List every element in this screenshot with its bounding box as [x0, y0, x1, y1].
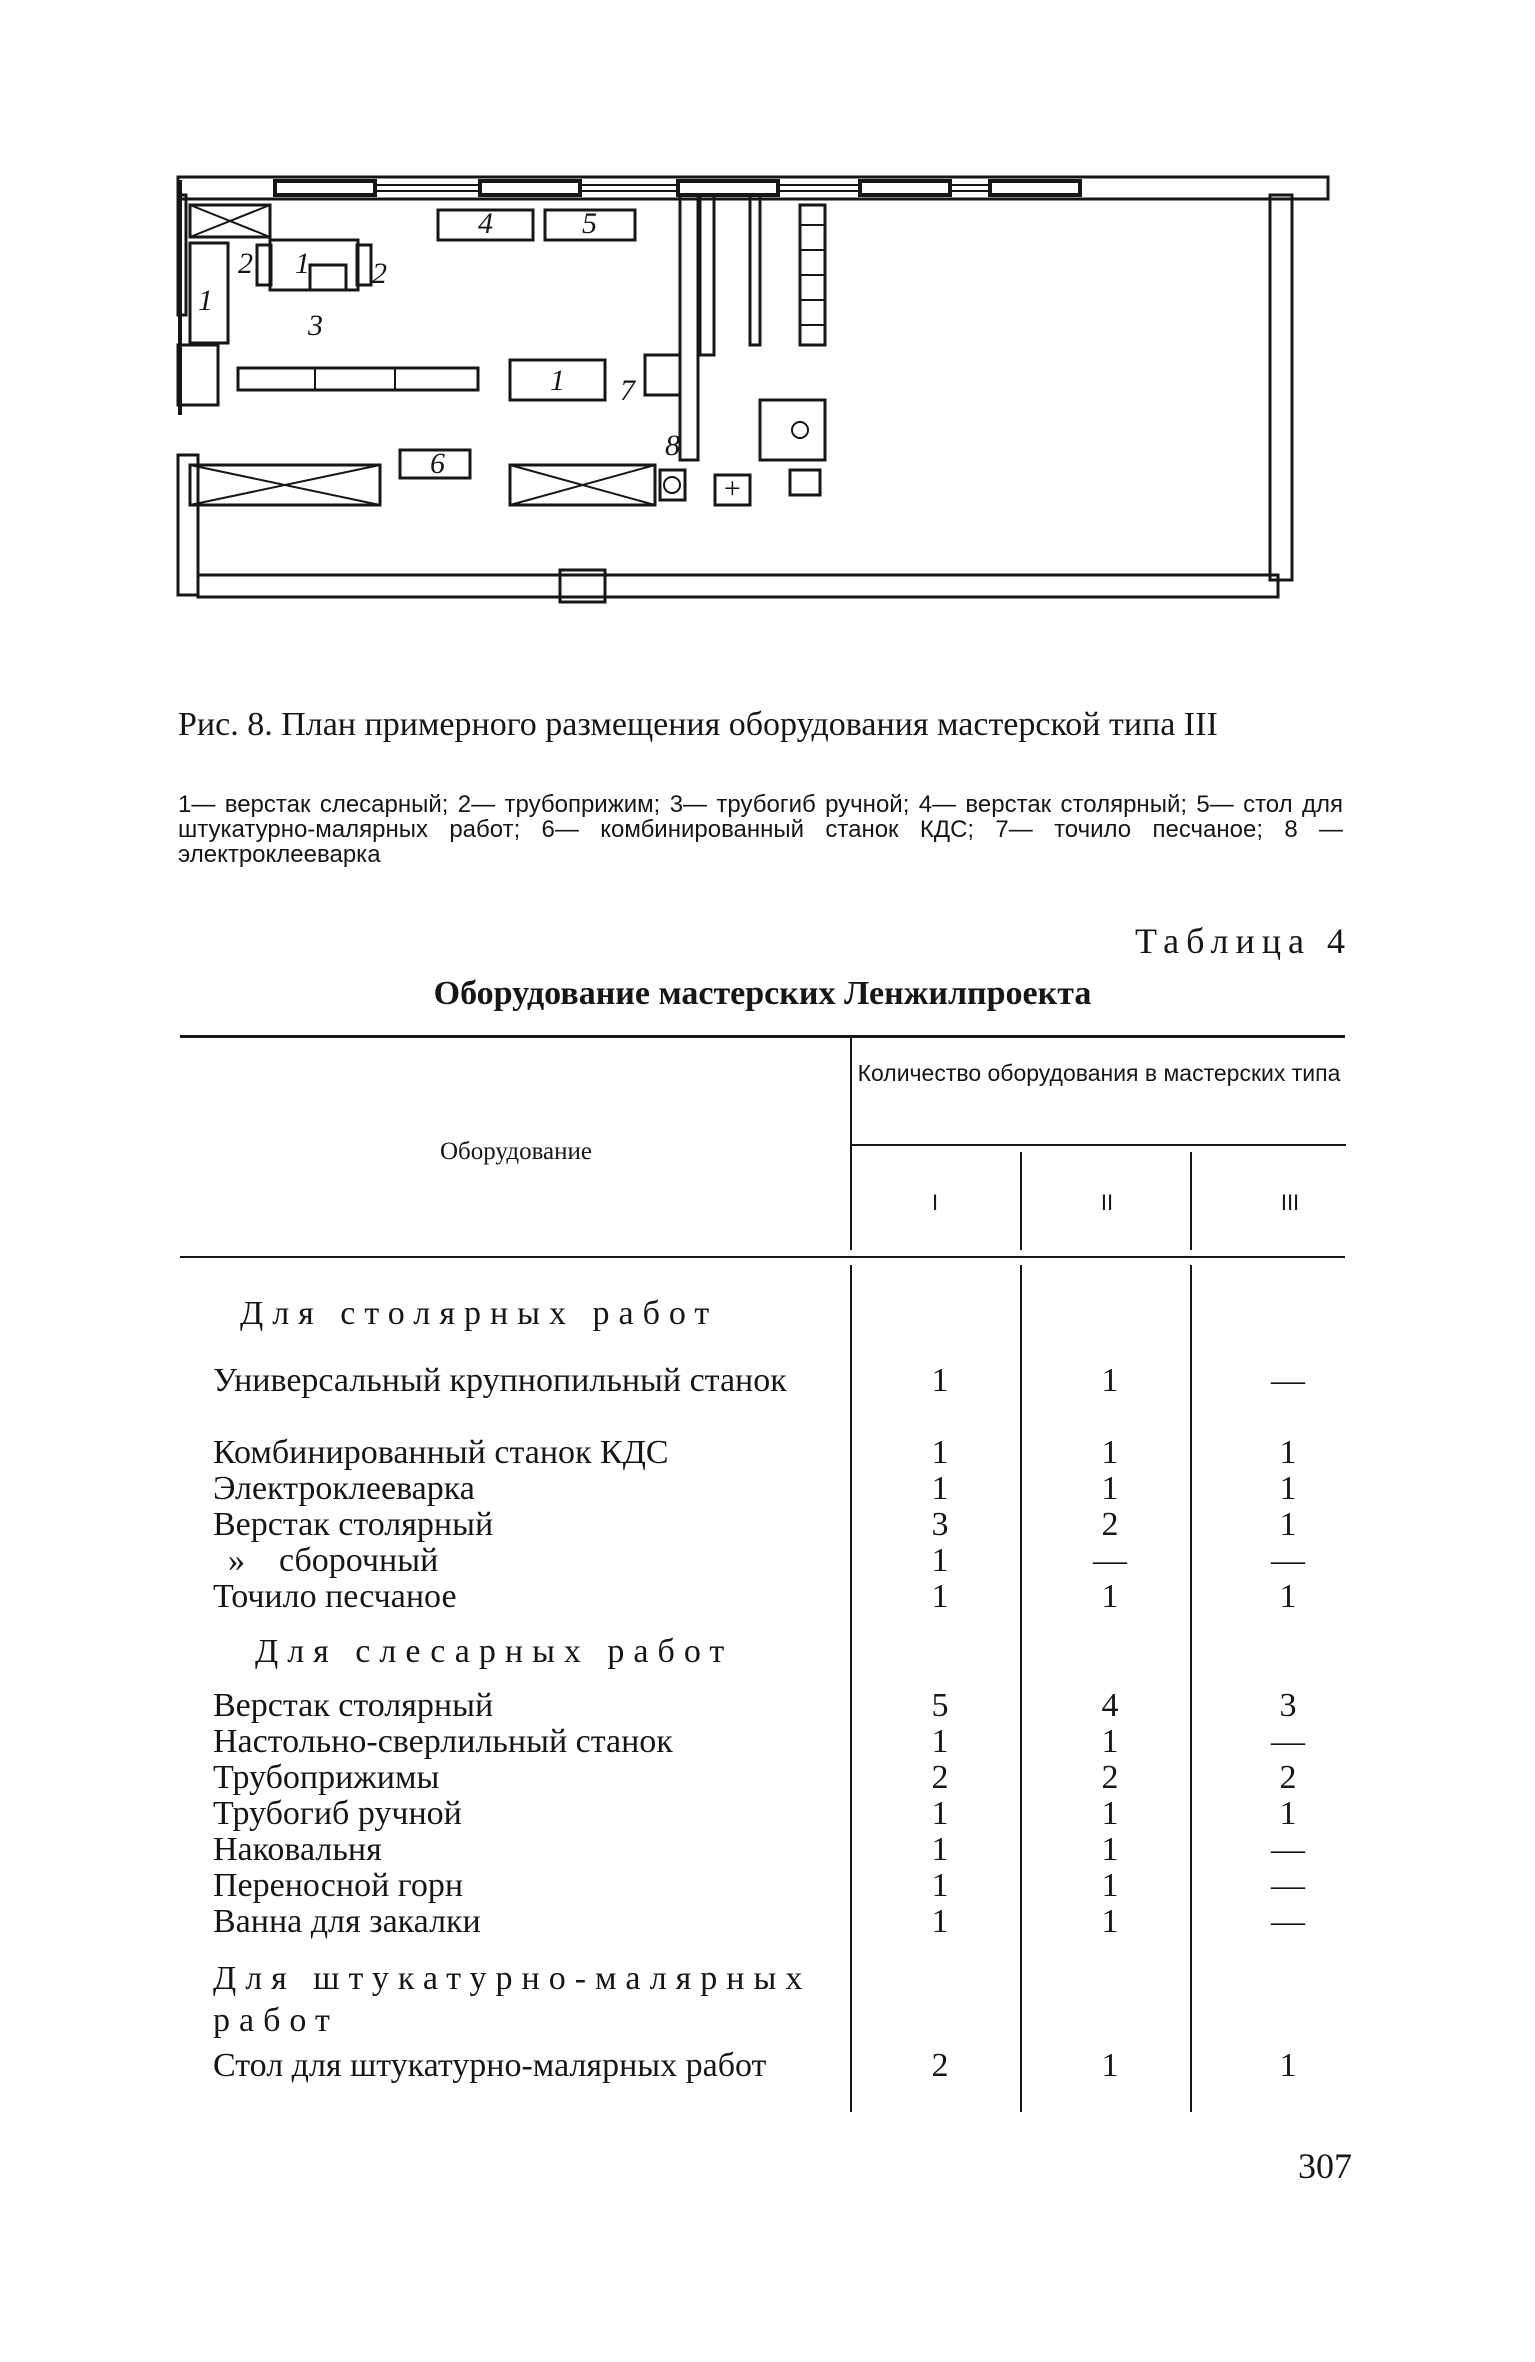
header-type-3: III [1280, 1190, 1300, 1215]
row-name: Наковальня [213, 1831, 382, 1868]
row-value-type-3: 1 [1279, 1795, 1297, 1832]
row-value-type-1: 2 [931, 2047, 949, 2084]
table-title: Оборудование мастерских Ленжилпроекта [433, 975, 1092, 1012]
row-value-type-2: 1 [1101, 1723, 1119, 1760]
row-name: Переносной горн [213, 1867, 464, 1904]
table-number: Таблица 4 [1135, 921, 1352, 961]
row-value-type-2: — [1093, 1542, 1127, 1579]
top-wall [178, 177, 1328, 415]
row-value-type-1: 5 [931, 1687, 949, 1724]
table-row [0, 1868, 1535, 1904]
header-equipment: Оборудование [439, 1138, 592, 1165]
header-type-1: I [931, 1190, 939, 1215]
svg-text:1: 1 [295, 247, 310, 280]
table-row [0, 1760, 1535, 1796]
sharpener-7 [645, 355, 680, 395]
row-value-type-1: 3 [931, 1506, 949, 1543]
row-value-type-3: — [1271, 1831, 1305, 1868]
row-value-type-3: 3 [1279, 1687, 1297, 1724]
table-row [0, 1435, 1535, 1471]
row-value-type-3: 1 [1279, 1578, 1297, 1615]
table-row [0, 1507, 1535, 1543]
table-row [0, 1796, 1535, 1832]
page-number: 307 [1298, 2146, 1352, 2186]
header-type-2: II [1100, 1190, 1114, 1215]
figure-caption-legend: 1— верстак слесарный; 2— трубоприжим; 3— трубогиб ручной; 4— верстак столярный; 5— стол для штукатурно-малярных работ; 6— комбинированный станок КДС; 7— точило песчаное; 8 — электроклееварка [178, 791, 1343, 868]
header-quantity: Количество оборудования в мастерских типа [857, 1060, 1341, 1086]
svg-text:7: 7 [620, 374, 635, 407]
table-row [0, 1363, 1535, 1399]
table-row [0, 1904, 1535, 1940]
table-row [0, 2048, 1535, 2084]
row-value-type-1: 1 [931, 1867, 949, 1904]
table-row [0, 1688, 1535, 1724]
table-row [0, 1543, 1535, 1579]
row-name: Электроклееварка [213, 1470, 475, 1507]
row-value-type-1: 1 [931, 1723, 949, 1760]
row-value-type-1: 1 [931, 1434, 949, 1471]
row-value-type-2: 1 [1101, 2047, 1119, 2084]
figure-caption-title: Рис. 8. План примерного размещения оборудования мастерской типа III [178, 706, 1218, 743]
row-name: » сборочный [228, 1542, 439, 1579]
row-value-type-1: 1 [931, 1542, 949, 1579]
row-value-type-3: 1 [1279, 1434, 1297, 1471]
workshop-floor-plan [160, 165, 1330, 675]
row-name: Трубогиб ручной [213, 1795, 462, 1832]
row-value-type-3: 2 [1279, 1759, 1297, 1796]
row-value-type-3: 1 [1279, 1470, 1297, 1507]
long-bench [238, 368, 478, 390]
table-row [0, 1579, 1535, 1615]
row-value-type-1: 1 [931, 1903, 949, 1940]
row-value-type-3: — [1271, 1723, 1305, 1760]
header-vline-2 [1020, 1152, 1022, 1250]
row-value-type-1: 1 [931, 1362, 949, 1399]
section-title: Для слесарных работ [255, 1633, 734, 1670]
svg-text:5: 5 [582, 207, 597, 240]
row-value-type-3: 1 [1279, 1506, 1297, 1543]
row-value-type-2: 1 [1101, 1867, 1119, 1904]
table-row [0, 1724, 1535, 1760]
row-name: Комбинированный станок КДС [213, 1434, 669, 1471]
svg-text:1: 1 [198, 284, 213, 317]
section-title: Для штукатурно-малярных работ [213, 1960, 812, 2039]
row-value-type-2: 1 [1101, 1434, 1119, 1471]
row-value-type-2: 2 [1101, 1506, 1119, 1543]
row-name: Стол для штукатурно-малярных работ [213, 2047, 767, 2084]
bottom-wall [198, 575, 1278, 597]
row-value-type-3: — [1271, 1903, 1305, 1940]
row-value-type-1: 2 [931, 1759, 949, 1796]
row-name: Верстак столярный [213, 1506, 494, 1543]
row-value-type-3: — [1271, 1867, 1305, 1904]
row-value-type-1: 1 [931, 1831, 949, 1868]
row-value-type-3: — [1271, 1542, 1305, 1579]
row-value-type-2: 2 [1101, 1759, 1119, 1796]
svg-text:2: 2 [372, 257, 387, 290]
row-value-type-2: 1 [1101, 1362, 1119, 1399]
row-value-type-2: 1 [1101, 1903, 1119, 1940]
table-row [0, 1471, 1535, 1507]
svg-text:1: 1 [550, 364, 565, 397]
svg-text:2: 2 [238, 247, 253, 280]
row-value-type-3: 1 [1279, 2047, 1297, 2084]
row-name: Ванна для закалки [213, 1903, 481, 1940]
row-value-type-2: 1 [1101, 1470, 1119, 1507]
row-value-type-3: — [1271, 1362, 1305, 1399]
svg-text:4: 4 [478, 207, 493, 240]
row-name: Настольно-сверлильный станок [213, 1723, 673, 1760]
row-value-type-2: 4 [1101, 1687, 1119, 1724]
row-name: Трубоприжимы [213, 1759, 440, 1796]
row-name: Точило песчаное [213, 1578, 457, 1615]
row-value-type-1: 1 [931, 1578, 949, 1615]
svg-text:+: + [722, 472, 743, 505]
header-bottom-rule [180, 1256, 1345, 1258]
svg-text:3: 3 [308, 309, 323, 342]
table-row [0, 1832, 1535, 1868]
row-name: Верстак столярный [213, 1687, 494, 1724]
row-name: Универсальный крупнопильный станок [213, 1362, 787, 1399]
row-value-type-2: 1 [1101, 1831, 1119, 1868]
section-title: Для столярных работ [240, 1295, 719, 1332]
header-vline-3 [1190, 1152, 1192, 1250]
row-value-type-2: 1 [1101, 1795, 1119, 1832]
table-top-rule [180, 1035, 1345, 1038]
row-value-type-2: 1 [1101, 1578, 1119, 1615]
row-value-type-1: 1 [931, 1795, 949, 1832]
right-wall [1270, 195, 1292, 580]
header-sub-rule [852, 1144, 1346, 1146]
row-value-type-1: 1 [931, 1470, 949, 1507]
svg-text:8: 8 [665, 429, 680, 462]
svg-text:6: 6 [430, 447, 445, 480]
